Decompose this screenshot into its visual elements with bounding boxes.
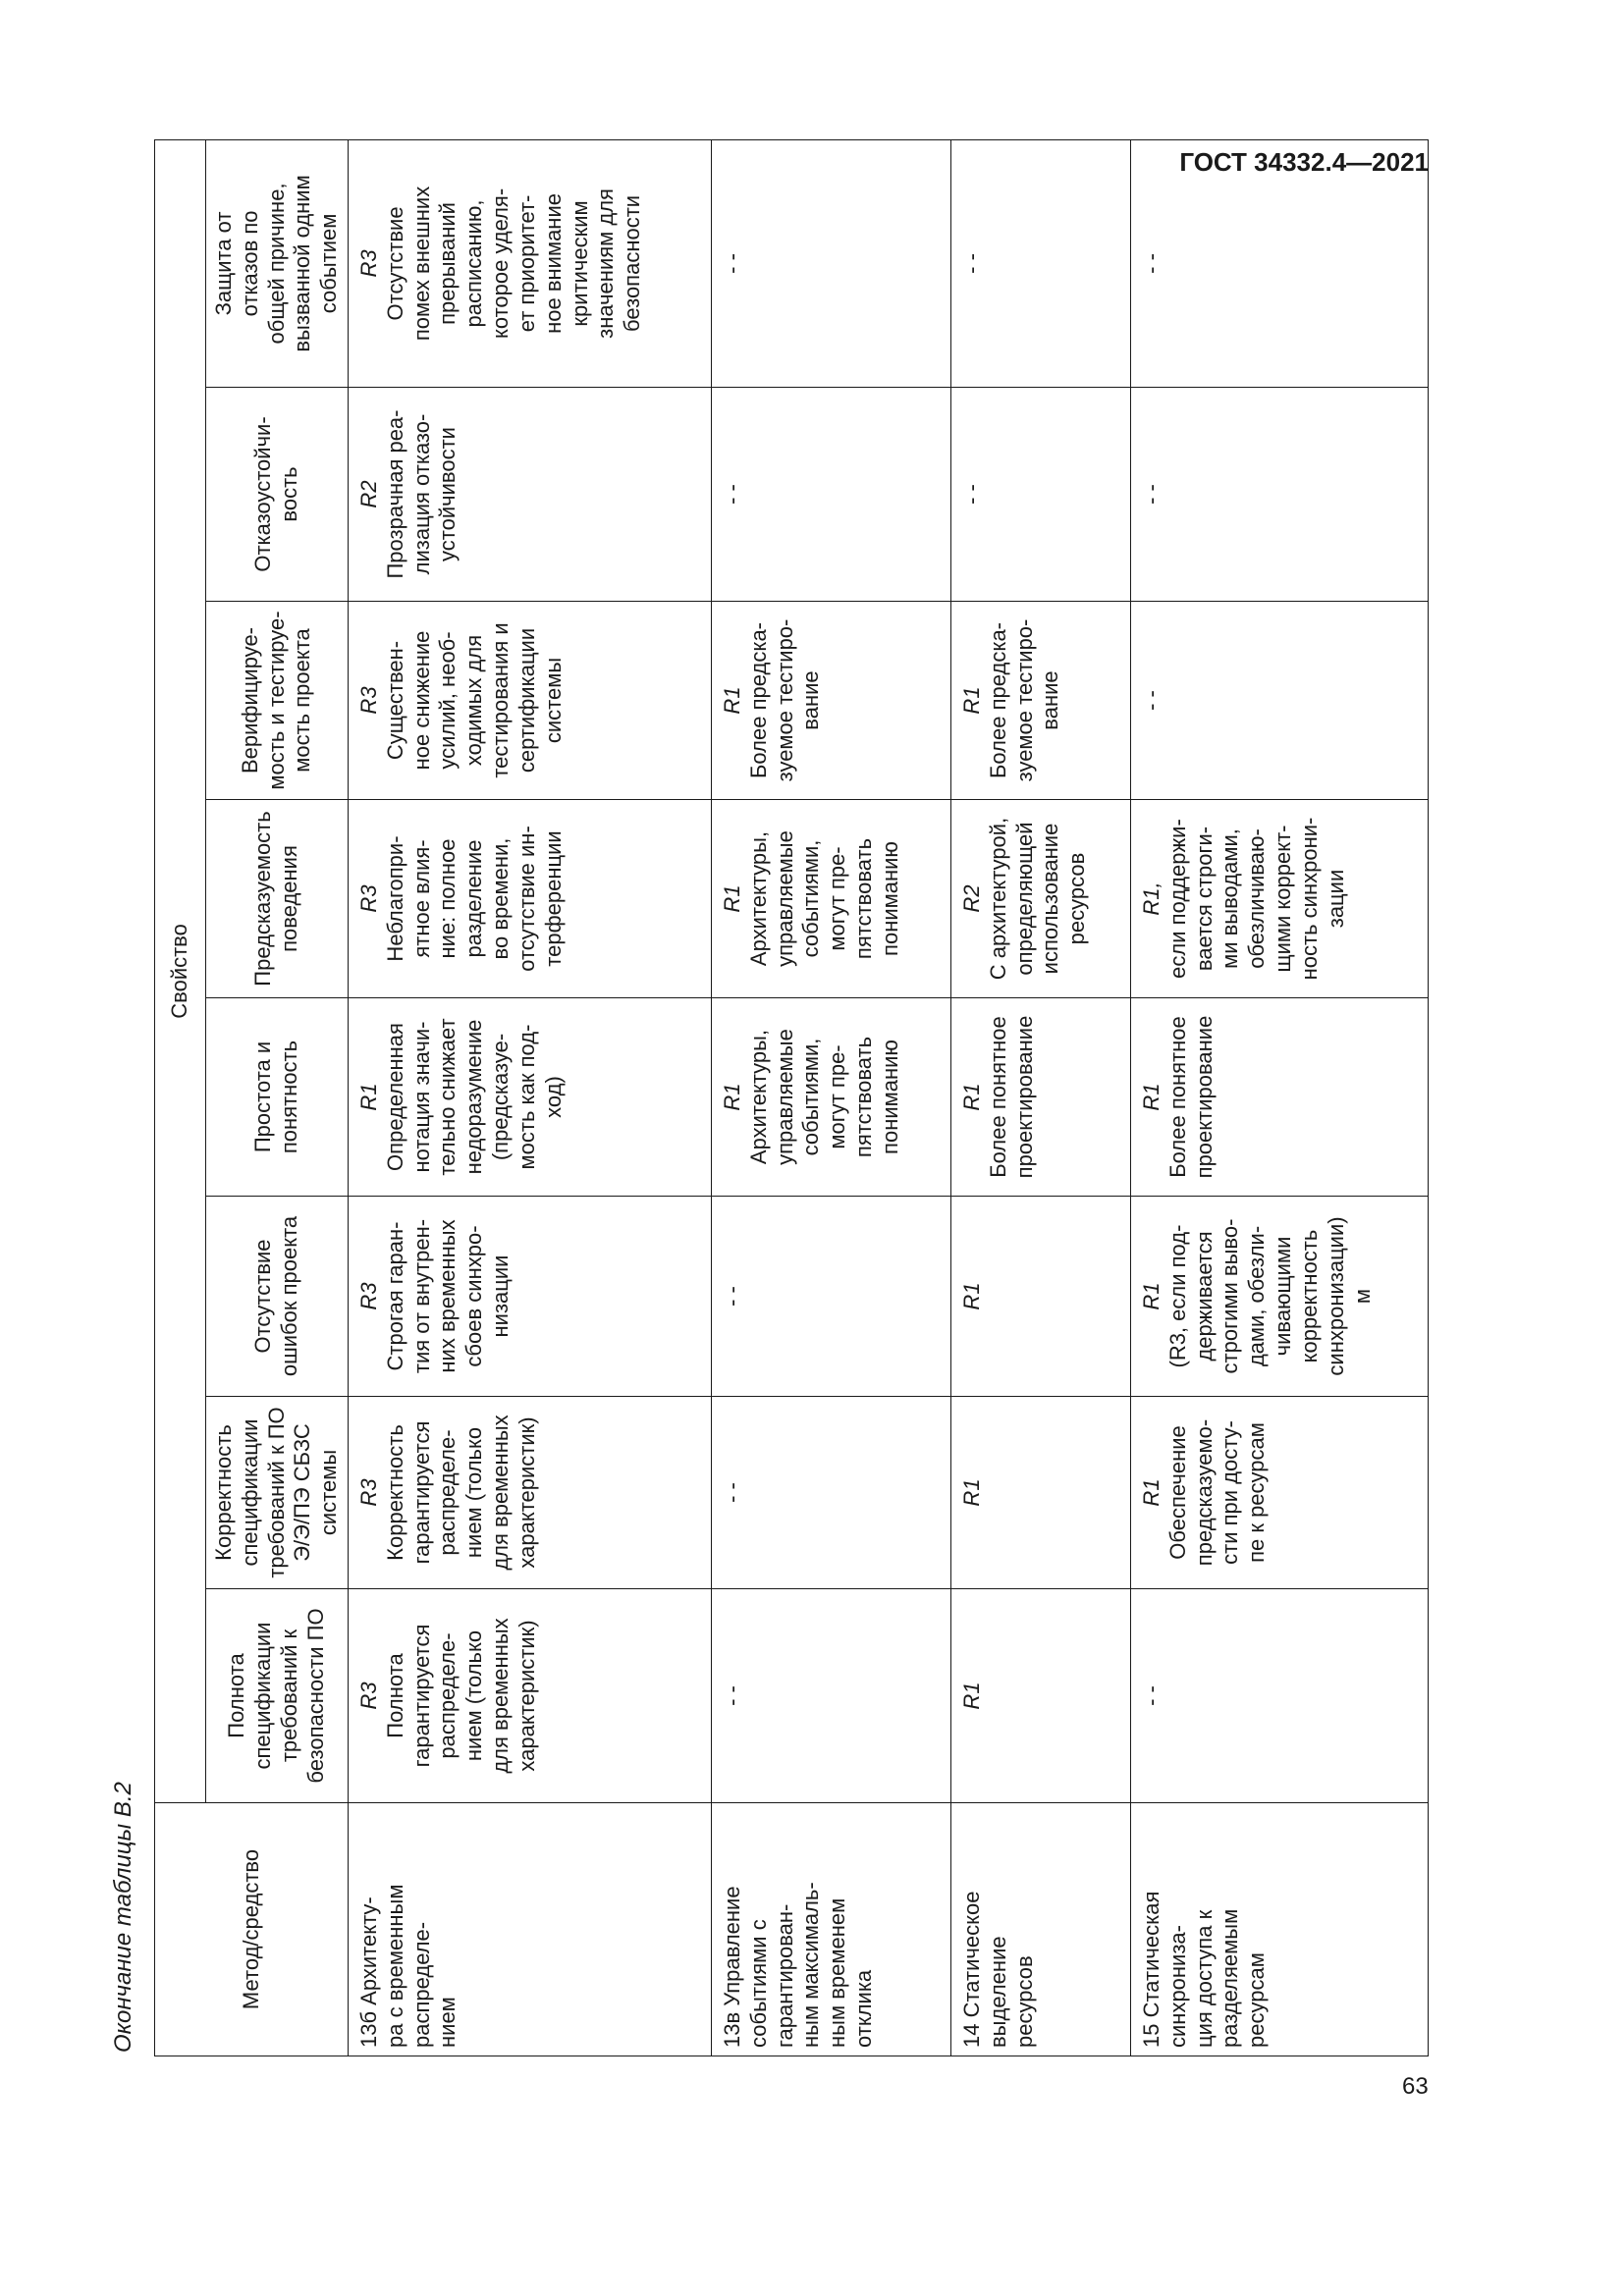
rating-cell: R1 bbox=[951, 1397, 1131, 1589]
rating-cell: R2 Прозрачная реа- лизация отказо- устойчивости bbox=[349, 388, 712, 602]
rating-cell: - - bbox=[1131, 388, 1429, 602]
rating-cell: R3 Полнота гарантируется распределе- нием (только для временных характеристик) bbox=[349, 1589, 712, 1803]
rating-cell: - - bbox=[712, 388, 951, 602]
method-cell: 15 Статическая синхрониза- ция доступа к разделяемым ресурсам bbox=[1131, 1803, 1429, 2056]
table-row bbox=[712, 139, 951, 2056]
standard-number: ГОСТ 34332.4—2021 bbox=[1179, 147, 1429, 177]
rating-cell: R1 bbox=[951, 1197, 1131, 1397]
table-caption: Окончание таблицы В.2 bbox=[110, 1782, 136, 2053]
rating-cell: R1 Более предска- зуемое тестиро- вание bbox=[951, 602, 1131, 800]
rating-cell: - - bbox=[1131, 1589, 1429, 1803]
rating-cell: R1 Более предска- зуемое тестиро- вание bbox=[712, 602, 951, 800]
rating-cell: R3 Строгая гаран- тия от внутрен- них временных сбоев синхро- низации bbox=[349, 1197, 712, 1397]
table-row bbox=[349, 139, 712, 2056]
column-header: Полнота спецификации требований к безопасности ПО bbox=[206, 1589, 349, 1803]
method-cell: 13б Архитекту- ра с временным распределе- нием bbox=[349, 1803, 712, 2056]
page-number: 63 bbox=[1402, 2073, 1429, 2100]
method-header: Метод/средство bbox=[155, 1803, 349, 2056]
rating-cell: - - bbox=[712, 1589, 951, 1803]
rating-cell: R1 Архитектуры, управляемые событиями, могут пре- пятствовать пониманию bbox=[712, 800, 951, 998]
rating-cell: R3 Корректность гарантируется распределе- нием (только для временных характеристик) bbox=[349, 1397, 712, 1589]
rating-cell: - - bbox=[712, 1397, 951, 1589]
column-header: Отсутствие ошибок проекта bbox=[206, 1197, 349, 1397]
rating-cell: R1 Обеспечение предсказуемо- сти при досту- пе к ресурсам bbox=[1131, 1397, 1429, 1589]
rating-cell: R1 Определенная нотация значи- тельно снижает недоразумение (предсказуе- мость как под- ход) bbox=[349, 998, 712, 1197]
column-header: Предсказуемость поведения bbox=[206, 800, 349, 998]
column-header: Защита от отказов по общей причине, вызванной одним событием bbox=[206, 139, 349, 387]
rating-cell: R1 Более понятное проектирование bbox=[951, 998, 1131, 1197]
rating-cell: - - bbox=[712, 1197, 951, 1397]
rating-cell: - - bbox=[1131, 139, 1429, 387]
method-cell: 13в Управление событиями с гарантирован- ным максималь- ным временем отклика bbox=[712, 1803, 951, 2056]
rating-cell: R3 Отсутствие помех внешних прерываний расписанию, которое уделя- ет приоритет- ное внимание критическим значениям для безопасности bbox=[349, 139, 712, 387]
column-header: Простота и понятность bbox=[206, 998, 349, 1197]
rating-cell: R3 Существен- ное снижение усилий, необ- ходимых для тестирования и сертификации системы bbox=[349, 602, 712, 800]
rating-cell: - - bbox=[951, 388, 1131, 602]
rating-cell: R1 (R3, если под- держивается строгими выво- дами, обезли- чивающими корректность синхронизации) м bbox=[1131, 1197, 1429, 1397]
rating-cell: R3 Неблагопри- ятное влия- ние: полное разделение во времени, отсутствие ин- терференции bbox=[349, 800, 712, 998]
rating-cell: - - bbox=[1131, 602, 1429, 800]
properties-table bbox=[154, 139, 1429, 2056]
rating-cell: R1 Архитектуры, управляемые событиями, могут пре- пятствовать пониманию bbox=[712, 998, 951, 1197]
column-headers bbox=[206, 139, 349, 2056]
column-header: Верифицируе- мость и тестируе- мость проекта bbox=[206, 602, 349, 800]
rating-cell: R1 Более понятное проектирование bbox=[1131, 998, 1429, 1197]
method-cell: 14 Статическое выделение ресурсов bbox=[951, 1803, 1131, 2056]
table-row bbox=[951, 139, 1131, 2056]
rating-cell: - - bbox=[951, 139, 1131, 387]
table-row bbox=[1131, 139, 1429, 2056]
rating-cell: - - bbox=[712, 139, 951, 387]
column-header: Корректность спецификации требований к ПО Э/Э/ПЭ СБЗС системы bbox=[206, 1397, 349, 1589]
rating-cell: R2 С архитектурой, определяющей использование ресурсов bbox=[951, 800, 1131, 998]
rating-cell: R1, если поддержи- вается строги- ми выводами, обезличиваю- щими коррект- ность синхрони- зации bbox=[1131, 800, 1429, 998]
column-header: Отказоустойчи- вость bbox=[206, 388, 349, 602]
rating-cell: R1 bbox=[951, 1589, 1131, 1803]
property-header: Свойство bbox=[155, 139, 206, 1802]
